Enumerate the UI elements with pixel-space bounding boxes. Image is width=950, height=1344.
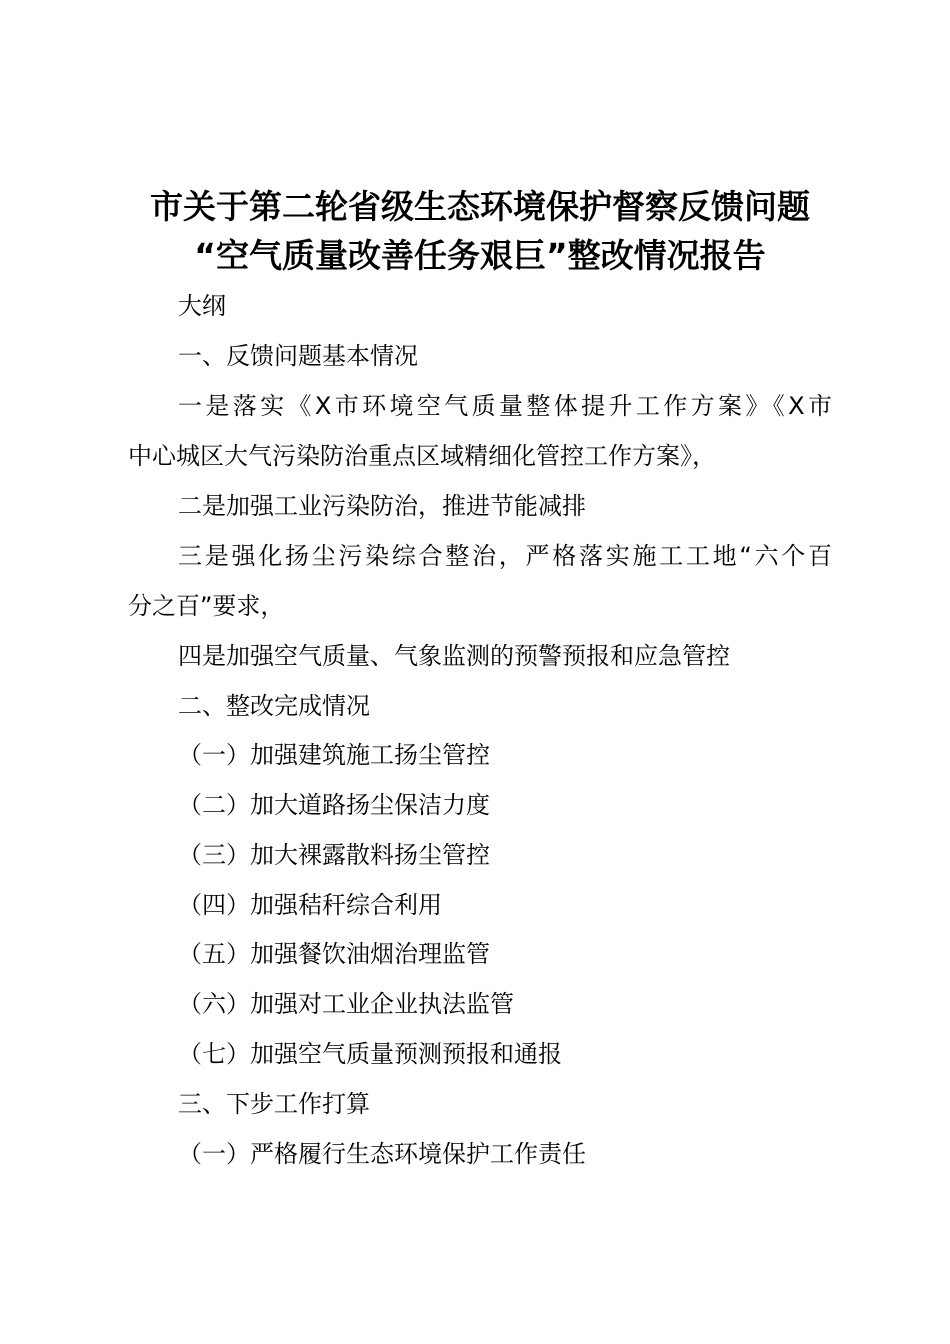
outline-label: 大纲 (178, 292, 226, 320)
document-title-line-2: “空气质量改善任务艰巨”整改情况报告 (194, 236, 766, 275)
section-3-item-1: （一）严格履行生态环境保护工作责任 (178, 1140, 586, 1168)
section-2-item-2: （二）加大道路扬尘保洁力度 (178, 791, 490, 819)
document-title-line-1: 市关于第二轮省级生态环境保护督察反馈问题 (150, 187, 810, 226)
section-3-heading: 三、下步工作打算 (178, 1090, 370, 1118)
section-2-item-7: （七）加强空气质量预测预报和通报 (178, 1040, 562, 1068)
section-2-item-6: （六）加强对工业企业执法监管 (178, 990, 514, 1018)
section-1-paragraph-4: 四是加强空气质量、气象监测的预警预报和应急管控 (178, 642, 730, 670)
section-2-item-5: （五）加强餐饮油烟治理监管 (178, 940, 490, 968)
section-1-paragraph-2: 二是加强工业污染防治，推进节能减排 (178, 492, 586, 520)
section-1-heading: 一、反馈问题基本情况 (178, 342, 418, 370)
section-2-item-3: （三）加大裸露散料扬尘管控 (178, 841, 490, 869)
section-2-heading: 二、整改完成情况 (178, 692, 370, 720)
section-1-paragraph-3-line-2: 分之百”要求， (128, 592, 285, 620)
section-2-item-4: （四）加强秸秆综合利用 (178, 891, 442, 919)
section-1-paragraph-1-line-2: 中心城区大气污染防治重点区域精细化管控工作方案》， (128, 442, 716, 470)
section-1-paragraph-1-line-1: 一是落实《X市环境空气质量整体提升工作方案》《X市 (178, 392, 832, 420)
section-1-paragraph-3-line-1: 三是强化扬尘污染综合整治，严格落实施工工地“六个百 (178, 542, 832, 570)
section-2-item-1: （一）加强建筑施工扬尘管控 (178, 741, 490, 769)
